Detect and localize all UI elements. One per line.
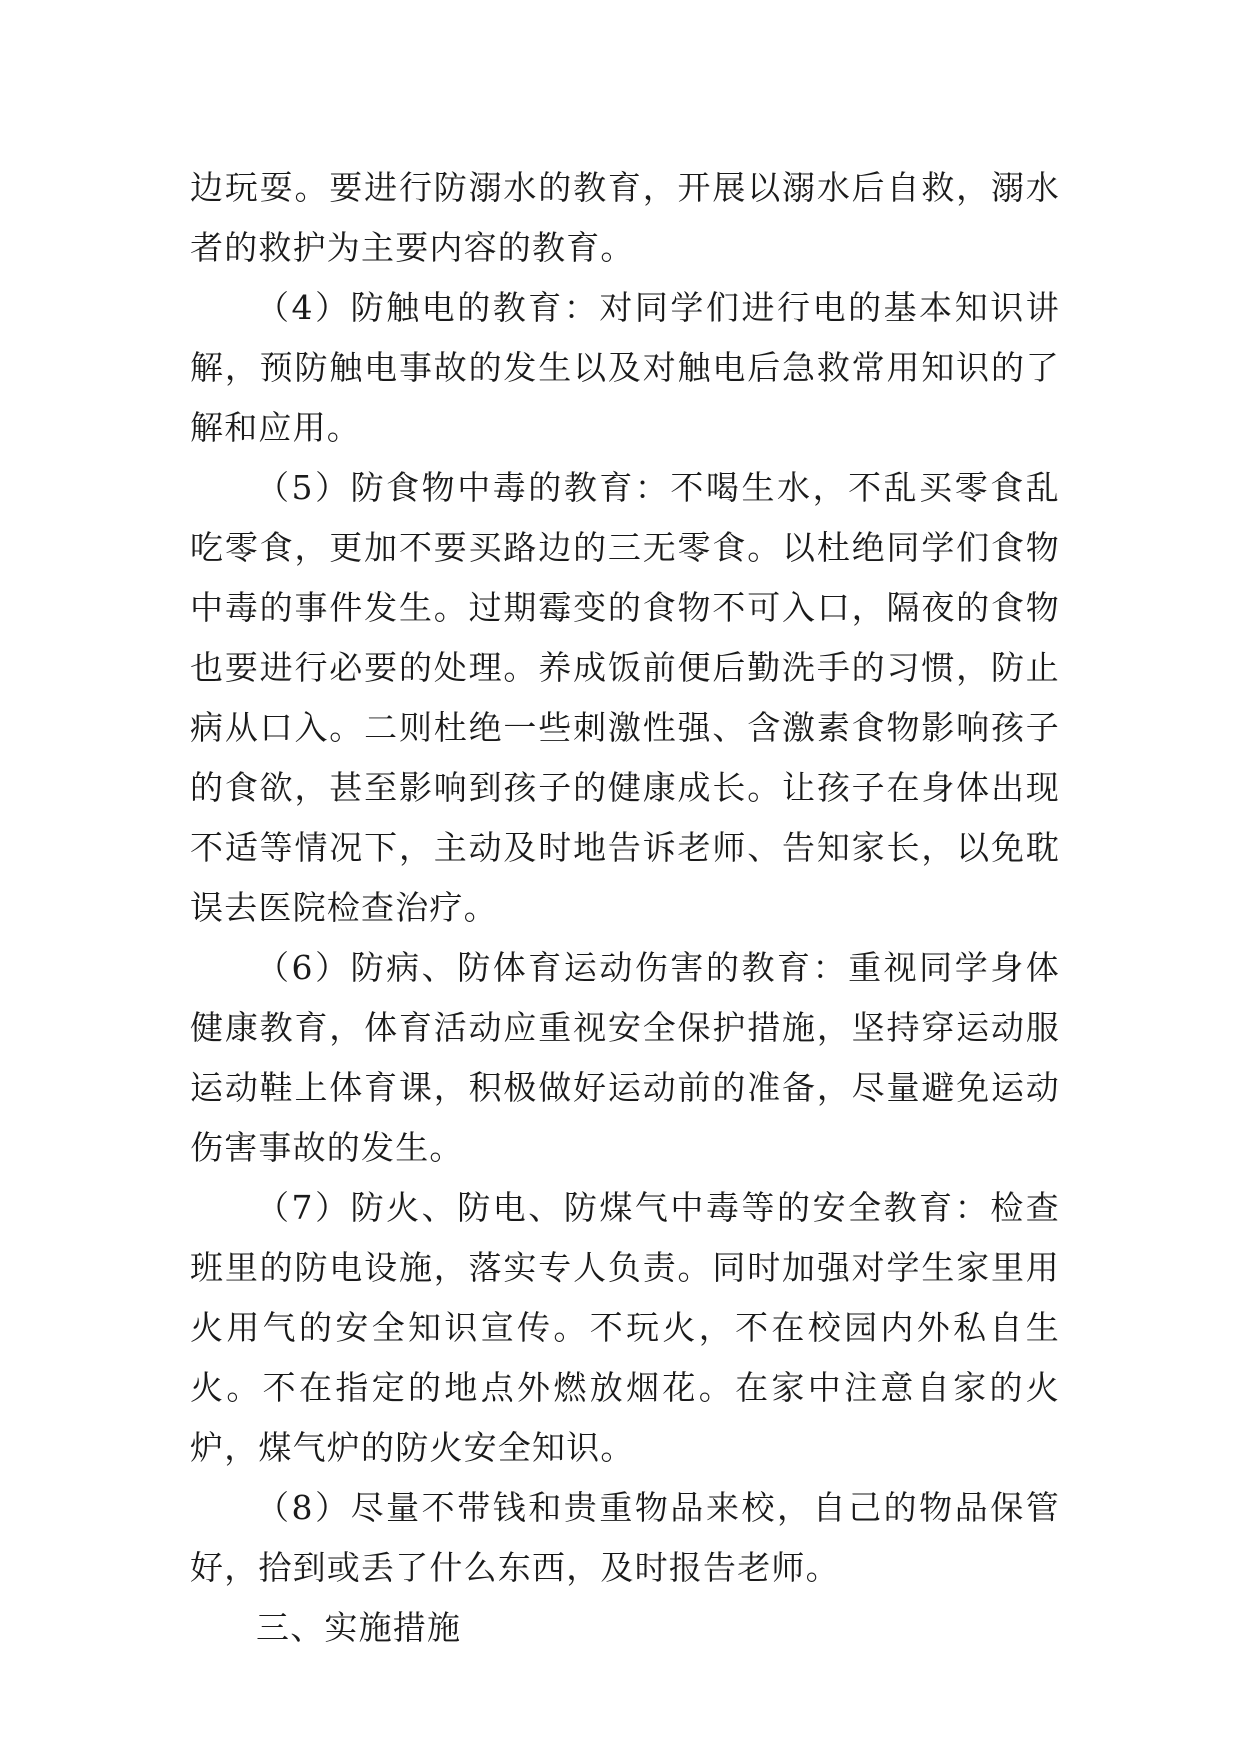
paragraph-sports-injury: （6）防病、防体育运动伤害的教育：重视同学身体健康教育，体育活动应重视安全保护措施，坚持穿运动服运动鞋上体育课，积极做好运动前的准备，尽量避免运动伤害事故的发生。 (190, 948, 1060, 1167)
paragraph-valuables: （8）尽量不带钱和贵重物品来校，自己的物品保管好，拾到或丢了什么东西，及时报告老师。 (190, 1488, 1060, 1587)
section-heading-measures: 三、实施措施 (256, 1608, 462, 1647)
document-body (190, 158, 1060, 1658)
paragraph-electric-shock: （4）防触电的教育：对同学们进行电的基本知识讲解，预防触电事故的发生以及对触电后急救常用知识的了解和应用。 (190, 288, 1060, 447)
paragraph-drowning-continued: 边玩耍。要进行防溺水的教育，开展以溺水后自救，溺水者的救护为主要内容的教育。 (190, 168, 1060, 267)
paragraph-food-poisoning: （5）防食物中毒的教育：不喝生水，不乱买零食乱吃零食，更加不要买路边的三无零食。以杜绝同学们食物中毒的事件发生。过期霉变的食物不可入口，隔夜的食物也要进行必要的处理。养成饭前便后勤洗手的习惯，防止病从口入。二则杜绝一些刺激性强、含激素食物影响孩子的食欲，甚至影响到孩子的健康成长。让孩子在身体出现不适等情况下，主动及时地告诉老师、告知家长，以免耽误去医院检查治疗。 (190, 468, 1060, 927)
paragraph-fire-safety: （7）防火、防电、防煤气中毒等的安全教育：检查班里的防电设施，落实专人负责。同时加强对学生家里用火用气的安全知识宣传。不玩火，不在校园内外私自生火。不在指定的地点外燃放烟花。在家中注意自家的火炉，煤气炉的防火安全知识。 (190, 1188, 1060, 1467)
